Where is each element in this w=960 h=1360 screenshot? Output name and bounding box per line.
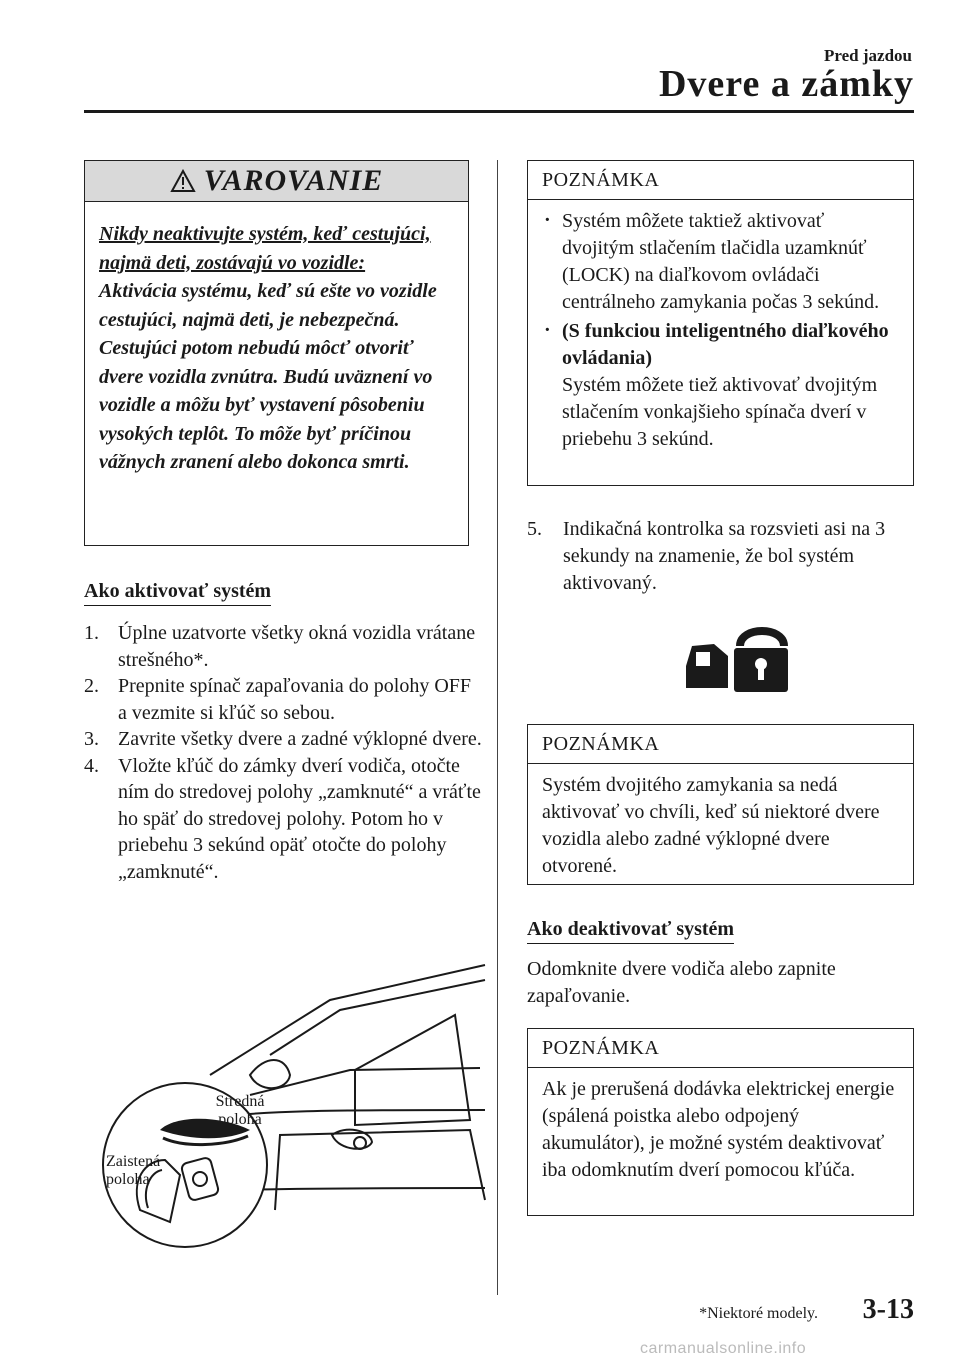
note-title: POZNÁMKA xyxy=(528,725,913,764)
note-box-2 xyxy=(527,724,914,885)
note-body xyxy=(528,200,913,453)
note-body: Ak je prerušená dodávka elektrickej energie (spálená poistka alebo odpojený akumulátor), je možné systém deaktivovať iba odomknutím dverí pomocou kľúča. xyxy=(542,1078,895,1181)
warning-header xyxy=(85,161,468,202)
page-number: 3-13 xyxy=(862,1294,914,1325)
list-item: 1. Úplne uzatvorte všetky okná vozidla vrátane strešného*. xyxy=(84,622,476,671)
column-divider xyxy=(497,160,498,1295)
label-center-position: Stredná poloha xyxy=(215,1093,265,1128)
list-item: 3. Zavrite všetky dvere a zadné výklopné dvere. xyxy=(84,728,482,750)
note-bullet-text: Systém môžete tiež aktivovať dvojitým stlačením vonkajšieho spínača dverí v priebehu 3 sekúnd. xyxy=(562,374,878,450)
double-lock-indicator-icon xyxy=(684,626,790,696)
warning-emphasis: Nikdy neaktivujte systém, keď cestujúci, najmä deti, zostávajú vo vozidle: xyxy=(99,223,431,274)
note-box-1 xyxy=(527,160,914,486)
deactivate-text: Odomknite dvere vodiča alebo zapnite zapaľovanie. xyxy=(527,958,836,1007)
list-item: 4. Vložte kľúč do zámky dverí vodiča, otočte ním do stredovej polohy „zamknuté“ a vráťte ho späť do stredovej polohy. Potom ho v priebehu 3 sekúnd opäť otočte do polohy „zamknuté“. xyxy=(84,754,481,883)
deactivate-heading: Ako deaktivovať systém xyxy=(527,918,734,944)
label-locked-position: Zaistená poloha xyxy=(106,1153,161,1188)
activate-heading: Ako aktivovať systém xyxy=(84,580,271,606)
header-rule xyxy=(84,110,914,113)
page-title: Dvere a zámky xyxy=(658,63,914,105)
door-lock-illustration xyxy=(100,960,490,1260)
note-bullet-heading: · (S funkciou inteligentného diaľkového ovládania) xyxy=(542,318,899,372)
list-item: 2. Prepnite spínač zapaľovania do polohy OFF a vezmite si kľúč so sebou. xyxy=(84,675,472,724)
watermark-site: carmanualsonline.info xyxy=(640,1340,807,1357)
activation-steps xyxy=(84,620,484,885)
warning-text: Aktivácia systému, keď sú ešte vo vozidle cestujúci, najmä deti, je nebezpečná. Cestujúci potom nebudú môcť otvoriť dvere vozidla zvnútra. Budú uväznení vo vozidle a môžu byť vystavení pôsobeniu vysokých teplôt. To môže byť príčinou vážnych zranení alebo dokonca smrti. xyxy=(99,280,437,473)
note-title: POZNÁMKA xyxy=(528,161,913,200)
footnote: *Niektoré modely. xyxy=(699,1305,818,1322)
warning-body xyxy=(85,202,468,477)
note-body: Systém dvojitého zamykania sa nedá aktivovať vo chvíli, keď sú niektoré dvere vozidla alebo zadné výklopné dvere otvorené. xyxy=(542,774,880,877)
note-title: POZNÁMKA xyxy=(528,1029,913,1068)
note-box-3 xyxy=(527,1028,914,1216)
header-section: Pred jazdou xyxy=(824,46,912,65)
warning-box xyxy=(84,160,469,546)
warning-triangle-icon xyxy=(170,169,196,193)
step-5: 5. Indikačná kontrolka sa rozsvieti asi na 3 sekundy na znamenie, že bol systém aktivovaný. xyxy=(527,518,886,594)
note-bullet: · Systém môžete taktiež aktivovať dvojitým stlačením tlačidla uzamknúť (LOCK) na diaľkovom ovládači centrálneho zamykania počas 3 sekúnd. xyxy=(542,208,899,316)
warning-title: VAROVANIE xyxy=(203,164,384,197)
